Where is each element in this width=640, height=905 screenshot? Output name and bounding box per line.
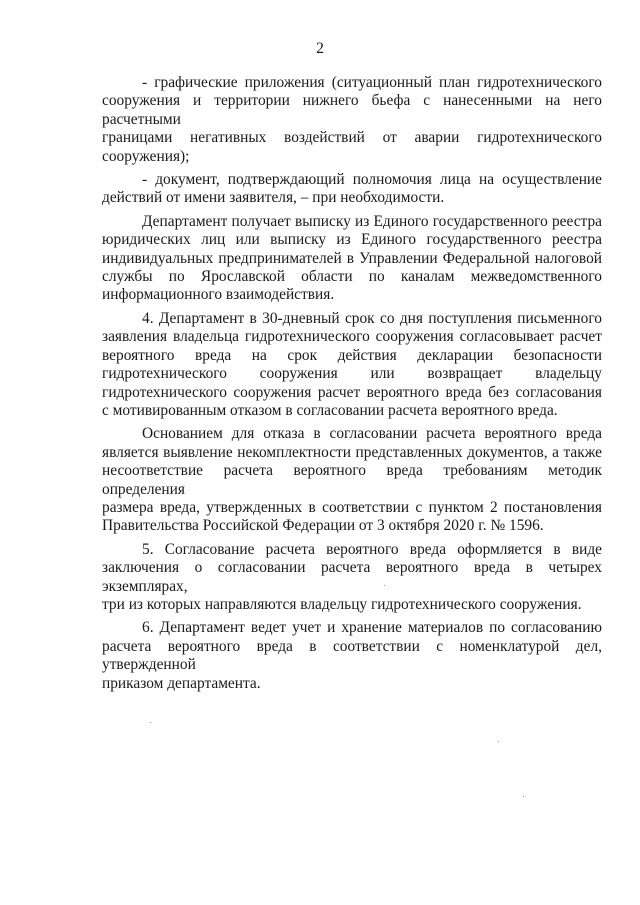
document-body: [102, 74, 602, 698]
text-line: с мотивированным отказом в согласовании расчета вероятного вреда.: [102, 401, 558, 419]
text-line: гидротехнического сооружения расчет вероятного вреда без согласования: [102, 383, 602, 401]
paragraph-authority-doc: [102, 171, 602, 208]
text-line: гидротехнического сооружения или возвращает владельцу: [102, 365, 602, 383]
text-line: Основанием для отказа в согласовании расчета вероятного вреда: [142, 425, 602, 443]
text-line: службы по Ярославской области по каналам межведомственного: [102, 268, 602, 286]
scan-speck: [498, 741, 499, 742]
text-line: расчета вероятного вреда в соответствии с номенклатурой дел, утвержденной: [102, 637, 602, 674]
text-line: 5. Согласование расчета вероятного вреда оформляется в виде: [142, 540, 602, 558]
text-line: информационного взаимодействия.: [102, 286, 335, 304]
text-line: 4. Департамент в 30-дневный срок со дня поступления письменного: [142, 309, 602, 327]
text-line: сооружения);: [102, 147, 190, 165]
text-line: три из которых направляются владельцу гидротехнического сооружения.: [102, 595, 582, 613]
text-line: вероятного вреда на срок действия декларации безопасности: [102, 346, 602, 364]
text-line: сооружения и территории нижнего бьефа с нанесенными на него расчетными: [102, 92, 602, 128]
page-number: 2: [316, 40, 324, 57]
paragraph-item-6: [102, 619, 602, 693]
text-line: Правительства Российской Федерации от 3 октября 2020 г. № 1596.: [102, 517, 544, 535]
text-line: является выявление некомплектности представленных документов, а также: [102, 443, 602, 461]
text-line: индивидуальных предпринимателей в Управлении Федеральной налоговой: [102, 249, 602, 267]
text-line: заявления владельца гидротехнического сооружения согласовывает расчет: [102, 328, 602, 346]
scan-speck: [150, 722, 151, 723]
text-line: - документ, подтверждающий полномочия лица на осуществление: [142, 171, 602, 189]
text-line: юридических лиц или выписку из Единого государственного реестра: [102, 231, 602, 249]
paragraph-item-4: [102, 310, 602, 420]
paragraph-graphic-annex: [102, 74, 602, 166]
paragraph-refusal-grounds: [102, 425, 602, 535]
text-line: размера вреда, утвержденных в соответствии с пунктом 2 постановления: [102, 498, 602, 516]
paragraph-item-5: [102, 541, 602, 615]
text-line: приказом департамента.: [102, 674, 261, 692]
paragraph-registry-extract: [102, 213, 602, 305]
text-line: Департамент получает выписку из Единого государственного реестра: [142, 212, 602, 230]
scan-speck: [384, 585, 385, 586]
text-line: - графические приложения (ситуационный план гидротехнического: [142, 74, 602, 91]
text-line: границами негативных воздействий от аварии гидротехнического: [102, 129, 602, 147]
text-line: 6. Департамент ведет учет и хранение материалов по согласованию: [142, 619, 602, 637]
text-line: действий от имени заявителя, – при необходимости.: [102, 189, 445, 207]
text-line: несоответствие расчета вероятного вреда требованиям методик определения: [102, 462, 602, 498]
text-line: заключения о согласовании расчета вероятного вреда в четырех экземплярах,: [102, 559, 602, 595]
scan-speck: [523, 796, 524, 797]
